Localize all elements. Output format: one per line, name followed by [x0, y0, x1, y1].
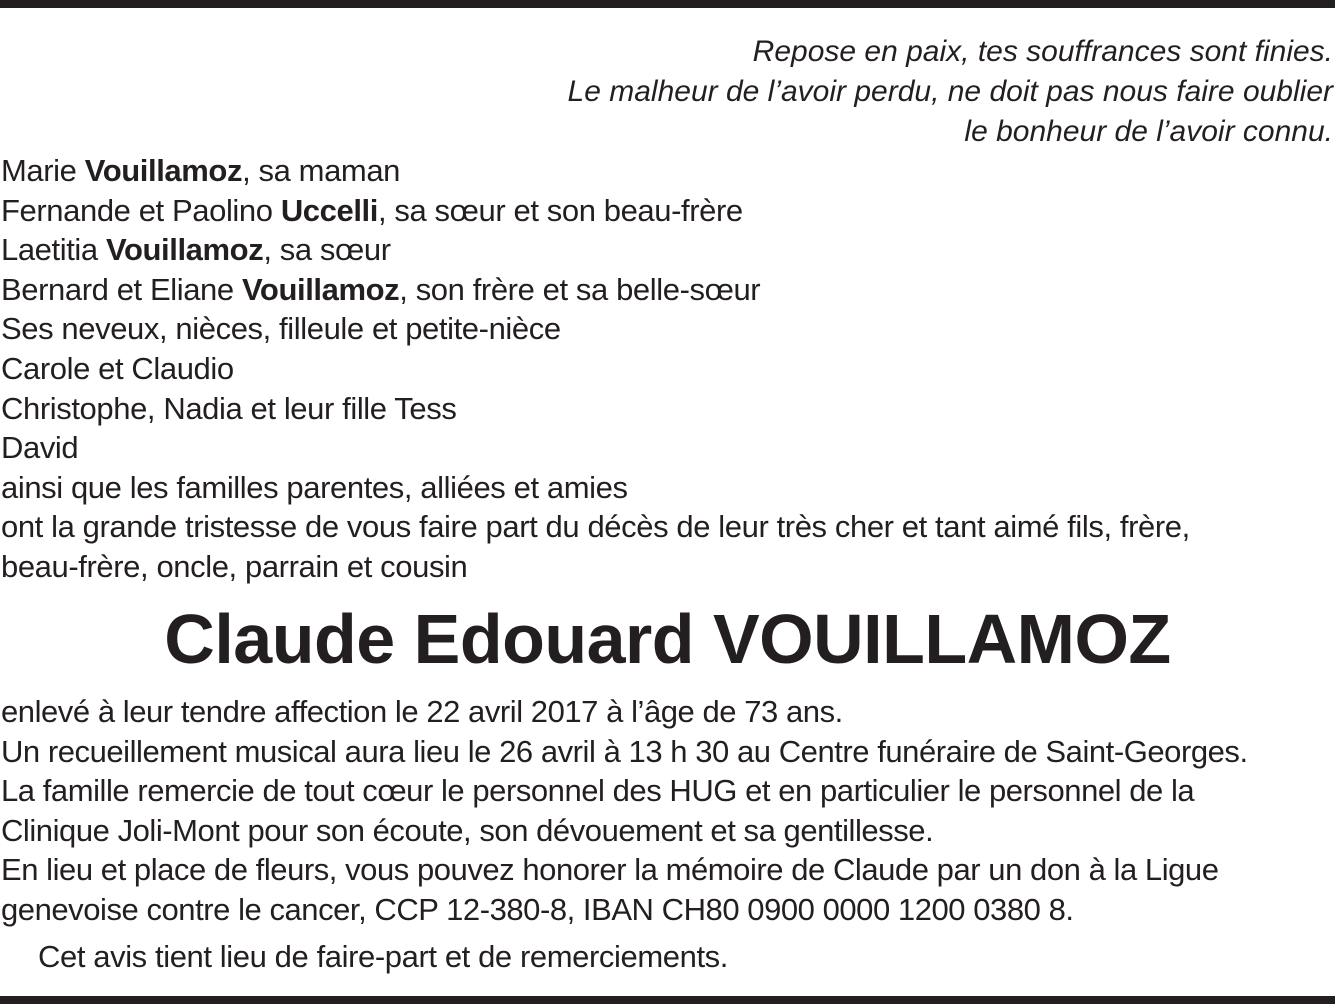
family-line: David: [1, 430, 79, 466]
family-line: Carole et Claudio: [1, 350, 234, 386]
family-line: ainsi que les familles parentes, alliées et amies: [1, 469, 628, 505]
family-surname: Vouillamoz: [105, 232, 264, 268]
family-line: Bernard et Eliane Vouillamoz, son frère et sa belle-sœur: [1, 271, 761, 307]
family-line: Marie Vouillamoz, sa maman: [1, 153, 401, 188]
family-surname: Vouillamoz: [84, 153, 243, 188]
family-line: beau-frère, oncle, parrain et cousin: [1, 548, 468, 584]
epigraph-line: Repose en paix, tes souffrances sont finies.: [752, 35, 1333, 68]
family-line: Christophe, Nadia et leur fille Tess: [1, 390, 457, 426]
details-line: enlevé à leur tendre affection le 22 avril 2017 à l’âge de 73 ans.: [1, 694, 843, 729]
family-line: ont la grande tristesse de vous faire part du décès de leur très cher et tant aimé fils, frère,: [1, 509, 1190, 545]
family-line: Laetitia Vouillamoz, sa sœur: [1, 232, 391, 268]
details-line: La famille remercie de tout cœur le personnel des HUG et en particulier le personnel de la: [1, 773, 1195, 809]
epigraph-line: Le malheur de l’avoir perdu, ne doit pas nous faire oublier: [567, 75, 1333, 108]
announcement-details: [1, 692, 1335, 930]
family-line: Fernande et Paolino Uccelli, sa sœur et son beau-frère: [1, 192, 743, 228]
family-surname: Vouillamoz: [241, 271, 400, 307]
closing-note: Cet avis tient lieu de faire-part et de remerciements.: [38, 939, 728, 974]
family-surname: Uccelli: [280, 192, 378, 228]
bottom-border-rule: [0, 996, 1335, 1004]
top-border-rule: [0, 0, 1335, 8]
deceased-name: Claude Edouard VOUILLAMOZ: [164, 600, 1171, 678]
epigraph-line: le bonheur de l’avoir connu.: [964, 115, 1333, 148]
family-line: Ses neveux, nièces, filleule et petite-nièce: [1, 311, 561, 347]
details-line: En lieu et place de fleurs, vous pouvez honorer la mémoire de Claude par un don à la Ligue: [1, 852, 1219, 888]
family-announcement: [1, 151, 1335, 587]
epigraph: [568, 32, 1333, 152]
details-line: genevoise contre le cancer, CCP 12-380-8, IBAN CH80 0900 0000 1200 0380 8.: [1, 891, 1074, 927]
details-line: Clinique Joli-Mont pour son écoute, son dévouement et sa gentillesse.: [1, 812, 934, 848]
details-line: Un recueillement musical aura lieu le 26 avril à 13 h 30 au Centre funéraire de Saint-Georges.: [1, 733, 1248, 769]
